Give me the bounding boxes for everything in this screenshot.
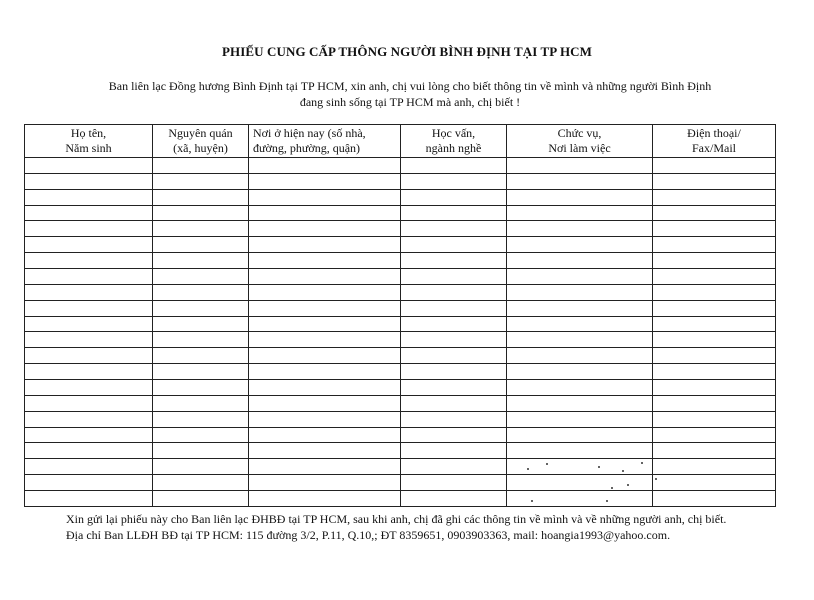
table-cell <box>507 443 653 459</box>
table-row <box>25 189 776 205</box>
intro-text <box>80 78 740 110</box>
table-cell <box>153 237 249 253</box>
table-cell <box>653 332 776 348</box>
table-cell <box>153 253 249 269</box>
table-row <box>25 173 776 189</box>
table-cell <box>153 332 249 348</box>
table-cell <box>249 364 401 380</box>
table-cell <box>249 475 401 491</box>
table-cell <box>653 427 776 443</box>
table-cell <box>25 316 153 332</box>
table-cell <box>507 380 653 396</box>
table-cell <box>249 427 401 443</box>
table-cell <box>653 364 776 380</box>
table-cell <box>25 269 153 285</box>
table-row <box>25 348 776 364</box>
table-cell <box>401 491 507 507</box>
table-cell <box>249 173 401 189</box>
table-cell <box>653 395 776 411</box>
table-cell <box>153 427 249 443</box>
table-row <box>25 395 776 411</box>
table-cell <box>507 158 653 174</box>
table-cell <box>25 411 153 427</box>
table-cell <box>401 395 507 411</box>
table-cell <box>153 205 249 221</box>
table-row <box>25 269 776 285</box>
table-cell <box>401 237 507 253</box>
table-row <box>25 380 776 396</box>
table-cell <box>507 427 653 443</box>
table-cell <box>653 411 776 427</box>
table-cell <box>401 205 507 221</box>
table-cell <box>401 364 507 380</box>
table-cell <box>25 300 153 316</box>
table-cell <box>507 395 653 411</box>
table-row <box>25 427 776 443</box>
table-cell <box>153 158 249 174</box>
table-row <box>25 316 776 332</box>
table-row <box>25 284 776 300</box>
table-cell <box>653 284 776 300</box>
table-cell <box>507 475 653 491</box>
table-cell <box>249 158 401 174</box>
table-cell <box>653 158 776 174</box>
table-cell <box>401 300 507 316</box>
table-row <box>25 205 776 221</box>
table-cell <box>401 284 507 300</box>
table-cell <box>25 237 153 253</box>
table-cell <box>507 300 653 316</box>
col-header-hometown: Nguyên quán (xã, huyện) <box>153 125 249 158</box>
table-cell <box>653 380 776 396</box>
table-cell <box>25 364 153 380</box>
table-cell <box>249 205 401 221</box>
table-cell <box>249 332 401 348</box>
table-row <box>25 459 776 475</box>
table-cell <box>401 348 507 364</box>
table-cell <box>25 380 153 396</box>
table-cell <box>153 300 249 316</box>
table-cell <box>507 205 653 221</box>
table-cell <box>401 380 507 396</box>
table-cell <box>653 253 776 269</box>
table-cell <box>401 475 507 491</box>
table-cell <box>25 332 153 348</box>
table-cell <box>153 269 249 285</box>
table-cell <box>653 173 776 189</box>
table-cell <box>25 427 153 443</box>
table-cell <box>25 491 153 507</box>
table-row <box>25 332 776 348</box>
table-cell <box>25 253 153 269</box>
table-cell <box>507 332 653 348</box>
table-cell <box>153 380 249 396</box>
table-cell <box>401 443 507 459</box>
table-cell <box>507 253 653 269</box>
table-cell <box>507 189 653 205</box>
table-cell <box>25 475 153 491</box>
table-body <box>25 158 776 507</box>
table-cell <box>507 269 653 285</box>
table-cell <box>653 348 776 364</box>
table-cell <box>249 253 401 269</box>
intro-line-2: đang sinh sống tại TP HCM mà anh, chị biết ! <box>299 95 521 109</box>
table-row <box>25 475 776 491</box>
table-cell <box>153 348 249 364</box>
table-cell <box>653 237 776 253</box>
table-cell <box>25 173 153 189</box>
table-cell <box>249 300 401 316</box>
footer-line-2: Địa chỉ Ban LLĐH BĐ tại TP HCM: 115 đường 3/2, P.11, Q.10,; ĐT 8359651, 0903903363, mail: hoangia1993@yahoo.com. <box>66 528 671 542</box>
table-cell <box>507 491 653 507</box>
table-cell <box>653 189 776 205</box>
table-cell <box>507 221 653 237</box>
intro-line-1: Ban liên lạc Đồng hương Bình Định tại TP HCM, xin anh, chị vui lòng cho biết thông tin về mình và những người Bình Định <box>108 79 712 93</box>
col-header-contact: Điện thoại/ Fax/Mail <box>653 125 776 158</box>
table-cell <box>153 173 249 189</box>
col-header-current-address: Nơi ở hiện nay (số nhà, đường, phường, quận) <box>249 125 401 158</box>
table-cell <box>653 491 776 507</box>
table-cell <box>249 221 401 237</box>
table-cell <box>153 316 249 332</box>
table-cell <box>249 189 401 205</box>
table-cell <box>401 221 507 237</box>
table-cell <box>153 459 249 475</box>
table-row <box>25 364 776 380</box>
table-cell <box>249 237 401 253</box>
table-row <box>25 158 776 174</box>
table-cell <box>653 316 776 332</box>
table-row <box>25 221 776 237</box>
table-header-row <box>25 125 776 158</box>
table-cell <box>401 158 507 174</box>
table-cell <box>25 284 153 300</box>
table-cell <box>401 427 507 443</box>
table-cell <box>401 411 507 427</box>
table-cell <box>25 205 153 221</box>
table-cell <box>249 284 401 300</box>
table-row <box>25 237 776 253</box>
table-row <box>25 300 776 316</box>
table-cell <box>507 459 653 475</box>
table-cell <box>401 459 507 475</box>
table-cell <box>401 269 507 285</box>
footer-text <box>66 511 786 543</box>
table-cell <box>249 316 401 332</box>
table-cell <box>153 284 249 300</box>
table-cell <box>25 221 153 237</box>
table-cell <box>153 475 249 491</box>
table-cell <box>507 348 653 364</box>
table-row <box>25 443 776 459</box>
table-cell <box>507 316 653 332</box>
table-cell <box>25 395 153 411</box>
table-cell <box>507 237 653 253</box>
table-cell <box>401 173 507 189</box>
table-cell <box>153 395 249 411</box>
table-cell <box>25 443 153 459</box>
table-cell <box>153 189 249 205</box>
table-cell <box>401 253 507 269</box>
table-cell <box>401 332 507 348</box>
table-cell <box>153 443 249 459</box>
table-cell <box>25 158 153 174</box>
table-cell <box>507 364 653 380</box>
table-cell <box>401 316 507 332</box>
form-title: PHIẾU CUNG CẤP THÔNG NGƯỜI BÌNH ĐỊNH TẠI TP HCM <box>221 44 593 59</box>
table-cell <box>653 443 776 459</box>
table-cell <box>653 459 776 475</box>
table-cell <box>249 380 401 396</box>
footer-line-1: Xin gửi lại phiếu này cho Ban liên lạc ĐHBĐ tại TP HCM, sau khi anh, chị đã ghi các thông tin về mình và về những người anh, chị biết. <box>66 512 727 526</box>
table-cell <box>153 411 249 427</box>
table-cell <box>153 364 249 380</box>
table-cell <box>249 491 401 507</box>
col-header-education: Học vấn, ngành nghề <box>401 125 507 158</box>
table-cell <box>653 475 776 491</box>
table-row <box>25 491 776 507</box>
table-cell <box>401 189 507 205</box>
table-cell <box>249 269 401 285</box>
col-header-name-birth: Họ tên, Năm sinh <box>25 125 153 158</box>
table-cell <box>507 173 653 189</box>
info-table <box>24 124 776 507</box>
table-cell <box>653 300 776 316</box>
table-cell <box>653 221 776 237</box>
table-cell <box>25 459 153 475</box>
table-cell <box>507 411 653 427</box>
table-cell <box>25 348 153 364</box>
table-cell <box>153 491 249 507</box>
table-row <box>25 411 776 427</box>
table-cell <box>249 411 401 427</box>
table-cell <box>249 443 401 459</box>
table-cell <box>653 269 776 285</box>
table-cell <box>507 284 653 300</box>
table-cell <box>249 395 401 411</box>
table-cell <box>153 221 249 237</box>
table-cell <box>249 348 401 364</box>
col-header-position: Chức vụ, Nơi làm việc <box>507 125 653 158</box>
table-row <box>25 253 776 269</box>
table-cell <box>25 189 153 205</box>
table-cell <box>653 205 776 221</box>
table-cell <box>249 459 401 475</box>
